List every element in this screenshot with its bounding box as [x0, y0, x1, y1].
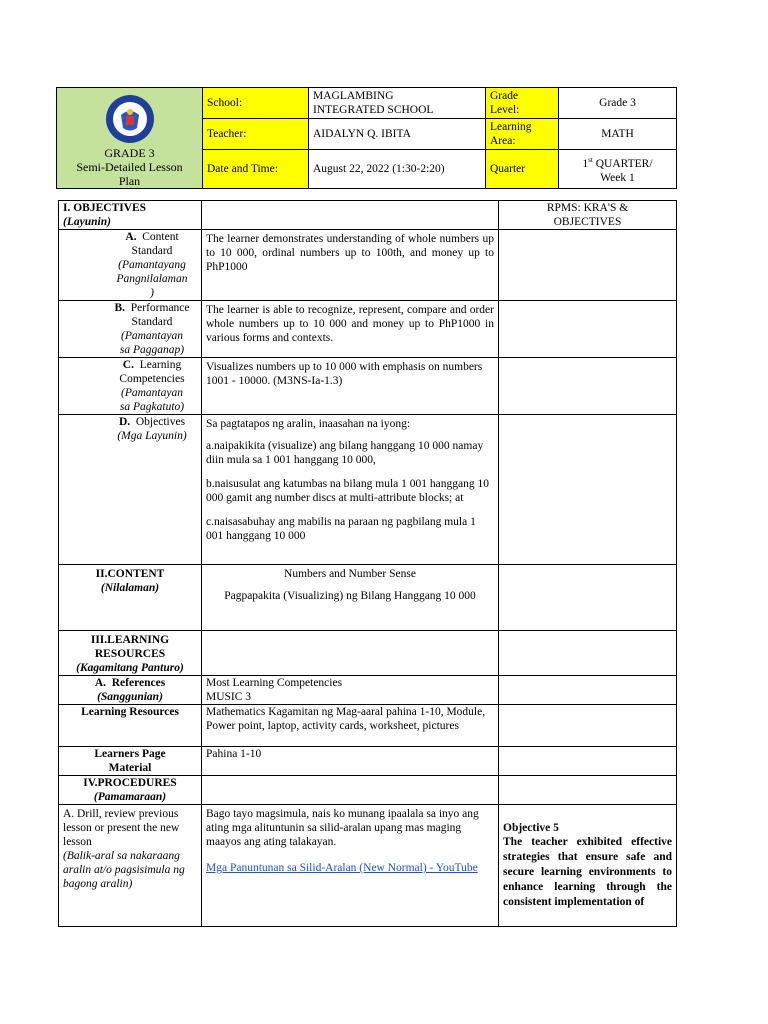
objective-b: b.naisusulat ang katumbas na bilang mula 1 001 hanggang 10 000 gamit ang number discs at multi-attribute blocks; at	[206, 478, 489, 504]
procedures-subheading: (Pamamaraan)	[93, 791, 167, 803]
content-standard-label-line2: Standard	[131, 245, 173, 257]
header-table	[56, 87, 677, 189]
references-rpms	[499, 676, 677, 705]
learning-area-label-line1: Learning	[490, 120, 532, 133]
objectives-subheading: (Layunin)	[63, 216, 111, 228]
references-sub: (Sanggunian)	[97, 691, 163, 703]
school-logo-cell	[57, 88, 203, 189]
content-line1: Numbers and Number Sense	[284, 568, 416, 580]
rpms-heading-line2: OBJECTIVES	[553, 216, 622, 228]
teacher-value: AIDALYN Q. IBITA	[309, 118, 486, 149]
school-value	[309, 88, 486, 119]
learners-page-text: Pahina 1-10	[202, 747, 499, 776]
grade-level-label	[486, 88, 559, 119]
quarter-suffix: st	[588, 155, 593, 164]
objectives-heading-blank	[202, 201, 499, 230]
objective-5-title: Objective 5	[503, 822, 559, 834]
content-standard-sub-line3: )	[150, 287, 154, 299]
objectives-d-label	[59, 415, 202, 565]
quarter-text: QUARTER/	[592, 157, 653, 170]
learning-competencies-sub-line2: sa Pagkatuto)	[119, 401, 185, 413]
learning-competencies-text: Visualizes numbers up to 10 000 with emphasis on numbers 1001 - 10000. (M3NS-Ia-1.3)	[202, 358, 499, 415]
deped-seal-icon	[105, 94, 155, 144]
procedures-heading-blank	[202, 776, 499, 805]
content-line2: Pagpapakita (Visualizing) ng Bilang Hanggang 10 000	[224, 590, 476, 602]
learners-page-label-line2: Material	[108, 762, 152, 774]
quarter-label: Quarter	[486, 149, 559, 188]
procedures-rpms	[499, 776, 677, 805]
drill-text-cell	[202, 805, 499, 927]
content-standard-sub-line1: (Pamantayang	[118, 259, 186, 271]
learners-page-rpms	[499, 747, 677, 776]
drill-youtube-link[interactable]: Mga Panuntunan sa Silid-Aralan (New Normal) - YouTube	[206, 862, 478, 874]
content-standard-label-line1: Content	[142, 231, 179, 243]
performance-standard-sub-line1: (Pamantayan	[121, 330, 183, 342]
school-value-line1: MAGLAMBING	[313, 89, 394, 102]
learning-area-label-line2: Area:	[490, 134, 516, 147]
references-text-line2: MUSIC 3	[206, 691, 252, 703]
content-rpms	[499, 565, 677, 631]
plan-title-line2: Plan	[118, 174, 141, 188]
content-text	[202, 565, 499, 631]
performance-standard-label-line1: Performance	[130, 302, 190, 314]
grade-level-label-line1: Grade	[490, 89, 519, 102]
date-value: August 22, 2022 (1:30-2:20)	[309, 149, 486, 188]
letter-b: B.	[114, 302, 126, 314]
quarter-value	[559, 149, 677, 188]
resources-heading-cell	[59, 631, 202, 676]
learning-area-value: MATH	[559, 118, 677, 149]
school-label: School:	[203, 88, 309, 119]
objectives-d-label-line1: Objectives	[135, 416, 186, 428]
objectives-d-sub: (Mga Layunin)	[117, 430, 187, 442]
resources-rpms	[499, 631, 677, 676]
grade-level-label-line2: Level:	[490, 103, 520, 116]
objectives-d-text	[202, 415, 499, 565]
resources-subheading: (Kagamitang Panturo)	[76, 662, 184, 674]
learning-resources-text: Mathematics Kagamitan ng Mag-aaral pahina 1-10, Module, Power point, laptop, activity cards, worksheet, pictures	[202, 705, 499, 747]
objective-5-cell	[499, 805, 677, 927]
objective-a: a.naipakikita (visualize) ang bilang hanggang 10 000 namay diin mula sa 1 001 hanggang 10 000,	[206, 440, 484, 466]
lesson-plan-table	[58, 200, 677, 927]
references-text-line1: Most Learning Competencies	[206, 677, 343, 689]
references-label	[59, 676, 202, 705]
learning-competencies-rpms	[499, 358, 677, 415]
objective-5-text: The teacher exhibited effective strategies that ensure safe and secure learning environments to enhance learning through the consistent implementation of	[503, 836, 672, 908]
letter-c: C.	[122, 359, 134, 371]
content-standard-sub-line2: Pangnilalaman	[116, 273, 188, 285]
learning-resources-label: Learning Resources	[59, 705, 202, 747]
rpms-heading-line1: RPMS: KRA'S &	[546, 202, 629, 214]
drill-label: A. Drill, review previous lesson or present the new lesson	[63, 808, 180, 848]
quarter-number: 1	[582, 157, 589, 170]
drill-text: Bago tayo magsimula, nais ko munang ipaalala sa inyo ang ating mga alituntunin sa silid-aralan upang mas maging maayos ang ating talakayan.	[206, 808, 479, 848]
resources-heading-line2: RESOURCES	[94, 648, 166, 660]
performance-standard-rpms	[499, 301, 677, 358]
procedures-heading: IV.PROCEDURES	[83, 777, 177, 789]
content-heading: II.CONTENT	[95, 568, 165, 580]
content-subheading: (Nilalaman)	[100, 582, 160, 594]
performance-standard-label	[59, 301, 202, 358]
learners-page-label-line1: Learners Page	[94, 748, 166, 760]
letter-a-references: A.	[94, 677, 106, 689]
resources-heading-blank	[202, 631, 499, 676]
rpms-heading	[499, 201, 677, 230]
references-label-text: References	[111, 677, 166, 689]
letter-d: D.	[118, 416, 131, 428]
content-standard-text: The learner demonstrates understanding of whole numbers up to 10 000, ordinal numbers up to 100th, and money up to PhP1000	[202, 230, 499, 301]
drill-label-cell	[59, 805, 202, 927]
resources-heading-line1: III.LEARNING	[90, 634, 170, 646]
references-text	[202, 676, 499, 705]
learning-area-label	[486, 118, 559, 149]
content-standard-label	[59, 230, 202, 301]
objectives-d-rpms	[499, 415, 677, 565]
objective-c: c.naisasabuhay ang mabilis na paraan ng pagbilang mula 1 001 hanggang 10 000	[206, 516, 476, 542]
learning-resources-rpms	[499, 705, 677, 747]
objective-5-wrapper	[503, 821, 672, 925]
content-standard-rpms	[499, 230, 677, 301]
school-value-line2: INTEGRATED SCHOOL	[313, 103, 434, 116]
letter-a: A.	[125, 231, 137, 243]
plan-title-line1: Semi-Detailed Lesson	[76, 160, 183, 174]
objectives-heading: I. OBJECTIVES	[63, 202, 147, 214]
teacher-label: Teacher:	[203, 118, 309, 149]
performance-standard-sub-line2: sa Pagganap)	[119, 344, 185, 356]
learning-competencies-label-line1: Learning	[139, 359, 182, 371]
learning-competencies-label-line2: Competencies	[119, 373, 185, 385]
performance-standard-text: The learner is able to recognize, represent, compare and order whole numbers up to 10 000 and money up to PhP1000 in various forms and contexts.	[202, 301, 499, 358]
date-label: Date and Time:	[203, 149, 309, 188]
content-heading-cell	[59, 565, 202, 631]
drill-sub: (Balik-aral sa nakaraang aralin at/o pagsisimula ng bagong aralin)	[63, 850, 185, 890]
learning-competencies-sub-line1: (Pamantayan	[121, 387, 183, 399]
learning-competencies-label	[59, 358, 202, 415]
grade-level-value: Grade 3	[559, 88, 677, 119]
procedures-heading-cell	[59, 776, 202, 805]
grade-title: GRADE 3	[104, 146, 155, 160]
performance-standard-label-line2: Standard	[131, 316, 173, 328]
quarter-week: Week 1	[600, 171, 635, 184]
objectives-intro: Sa pagtatapos ng aralin, inaasahan na iyong:	[206, 418, 411, 430]
objectives-heading-cell	[59, 201, 202, 230]
learners-page-label	[59, 747, 202, 776]
